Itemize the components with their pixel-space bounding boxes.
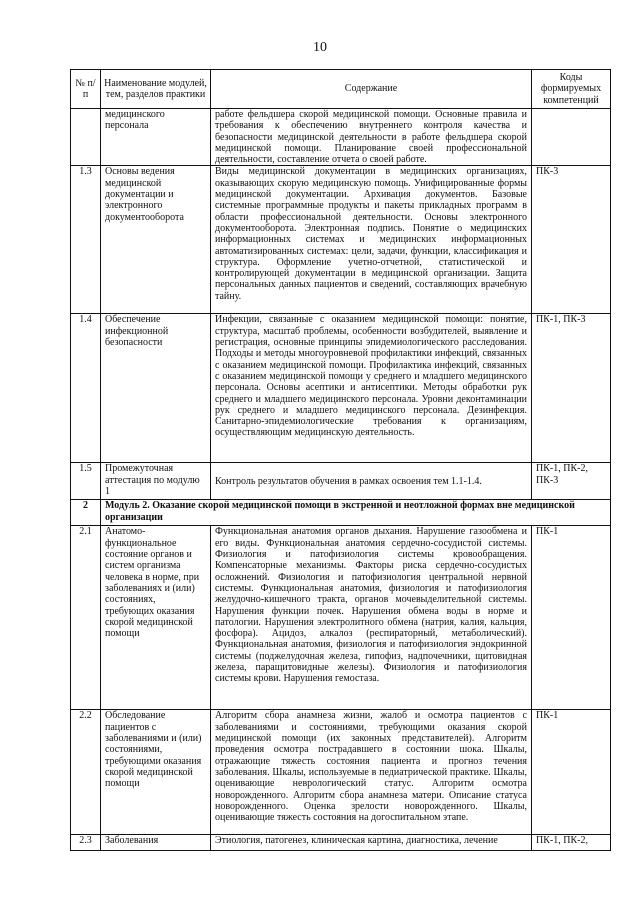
table-row: [71, 166, 611, 314]
row-name: Обеспечение инфекционной безопасности: [101, 314, 211, 463]
row-number: 2.3: [71, 835, 101, 851]
row-content: Инфекции, связанные с оказанием медицинской помощи: понятие, структура, масштаб проблемы, особенности возбудителей, выявление и регистрация, основные принципы эпидемиологического расследования. Подходы и методы многоуровневой профилактики инфекций, связанных с оказанием медицинской помощи. Профилактика инфекций, связанных с оказанием медицинской помощи у среднего и младшего медицинского персонала. Основы асептики и антисептики. Методы обработки рук среднего и младшего медицинского персонала. Уровни деконтаминации рук среднего и младшего медицинского персонала. Дезинфекция. Санитарно-эпидемиологические требования к организациям, осуществляющим медицинскую деятельность.: [211, 314, 532, 463]
row-content: Алгоритм сбора анамнеза жизни, жалоб и осмотра пациентов с заболеваниями и состояниями, требующими оказания скорой медицинской помощи (их законных представителей). Алгоритм проведения осмотра пострадавшего в состоянии шока. Шкалы, отражающие тяжесть состояния пациента и прогноз течения заболевания. Шкалы, используемые в педиатрической практике. Шкалы, оценивающие неврологический статус. Алгоритм осмотра новорожденного. Алгоритм сбора анамнеза матери. Описание статуса новорожденного. Оценка зрелости новорожденного. Шкалы, оценивающие тяжесть состояния на догоспитальном этапе.: [211, 710, 532, 835]
module-number: 2: [71, 500, 101, 526]
module-row: [71, 500, 611, 526]
row-number: 1.5: [71, 463, 101, 500]
row-content: Виды медицинской документации в медицинских организациях, оказывающих скорую медицинскую помощь. Унифицированные формы медицинской документации. Архивация документов. Базовые системные программные продукты и пакеты прикладных программ в области профессиональной деятельности. Основы электронного документооборота. Электронная подпись. Понятие о медицинских информационных системах и медицинских информационных автоматизированных системах: цели, задачи, функции, классификация и структура. Оформление учетно-отчетной, статистической и контролирующей документации в медицинской организации. Защита персональных данных пациентов и сведений, составляющих врачебную тайну.: [211, 166, 532, 314]
header-codes: Коды формируемых компетенций: [532, 70, 611, 109]
row-name: Анатомо-функциональное состояние органов и систем организма человека в норме, при заболеваниях и (или) состояниях, требующих оказания скорой медицинской помощи: [101, 526, 211, 710]
row-name: Заболевания: [101, 835, 211, 851]
row-number: 1.3: [71, 166, 101, 314]
row-name: Промежуточная аттестация по модулю 1: [101, 463, 211, 500]
row-number: 2.1: [71, 526, 101, 710]
row-content: Контроль результатов обучения в рамках освоения тем 1.1-1.4.: [211, 463, 532, 500]
row-number: 1.4: [71, 314, 101, 463]
row-content: Этиология, патогенез, клиническая картина, диагностика, лечение: [211, 835, 532, 851]
table-row: [71, 463, 611, 500]
row-codes: ПК-1, ПК-2, ПК-3: [532, 463, 611, 500]
row-content: Функциональная анатомия органов дыхания. Нарушение газообмена и его виды. Функциональная анатомия сердечно-сосудистой системы. Физиология и патофизиология системы кровообращения. Компенсаторные механизмы. Факторы риска сердечно-сосудистых осложнений. Физиология и патофизиология центральной нервной системы. Функциональная анатомия, физиология и патофизиология желудочно-кишечного тракта, органов мочевыделительной системы. Нарушения функции почек. Нарушения обмена воды в норме и патологии. Нарушения электролитного обмена (натрия, калия, кальция, фосфора). Ацидоз, алкалоз (респираторный, метаболический). Функциональная анатомия, физиология и патофизиология эндокринной системы (поджелудочная железа, гипофиз, надпочечники, щитовидная железа, паращитовидные железы). Физиология и патофизиология системы крови. Нарушения гемостаза.: [211, 526, 532, 710]
row-name: Основы ведения медицинской документации и электронного документооборота: [101, 166, 211, 314]
header-content: Содержание: [211, 70, 532, 109]
table-row: [71, 835, 611, 851]
table-header-row: [71, 70, 611, 109]
table-row: [71, 109, 611, 166]
table-row: [71, 710, 611, 835]
row-number: [71, 109, 101, 166]
row-codes: ПК-1: [532, 526, 611, 710]
row-codes: ПК-3: [532, 166, 611, 314]
row-content: работе фельдшера скорой медицинской помощи. Основные правила и требования к обеспечению внутреннего контроля качества и безопасности медицинской деятельности в работе фельдшера скорой медицинской помощи. Планирование своей профессиональной деятельности, составление отчета о своей работе.: [211, 109, 532, 166]
row-codes: ПК-1: [532, 710, 611, 835]
table-row: [71, 526, 611, 710]
page-number: 10: [313, 40, 327, 55]
header-modules: Наименование модулей, тем, разделов практики: [101, 70, 211, 109]
row-number: 2.2: [71, 710, 101, 835]
row-name: медицинского персонала: [101, 109, 211, 166]
row-codes: ПК-1, ПК-3: [532, 314, 611, 463]
module-title: Модуль 2. Оказание скорой медицинской помощи в экстренной и неотложной формах вне медицинской организации: [101, 500, 611, 526]
row-codes: [532, 109, 611, 166]
row-codes: ПК-1, ПК-2,: [532, 835, 611, 851]
row-name: Обследование пациентов с заболеваниями и (или) состояниями, требующими оказания скорой медицинской помощи: [101, 710, 211, 835]
header-number: № п/п: [71, 70, 101, 109]
table-row: [71, 314, 611, 463]
curriculum-table: [70, 69, 611, 851]
